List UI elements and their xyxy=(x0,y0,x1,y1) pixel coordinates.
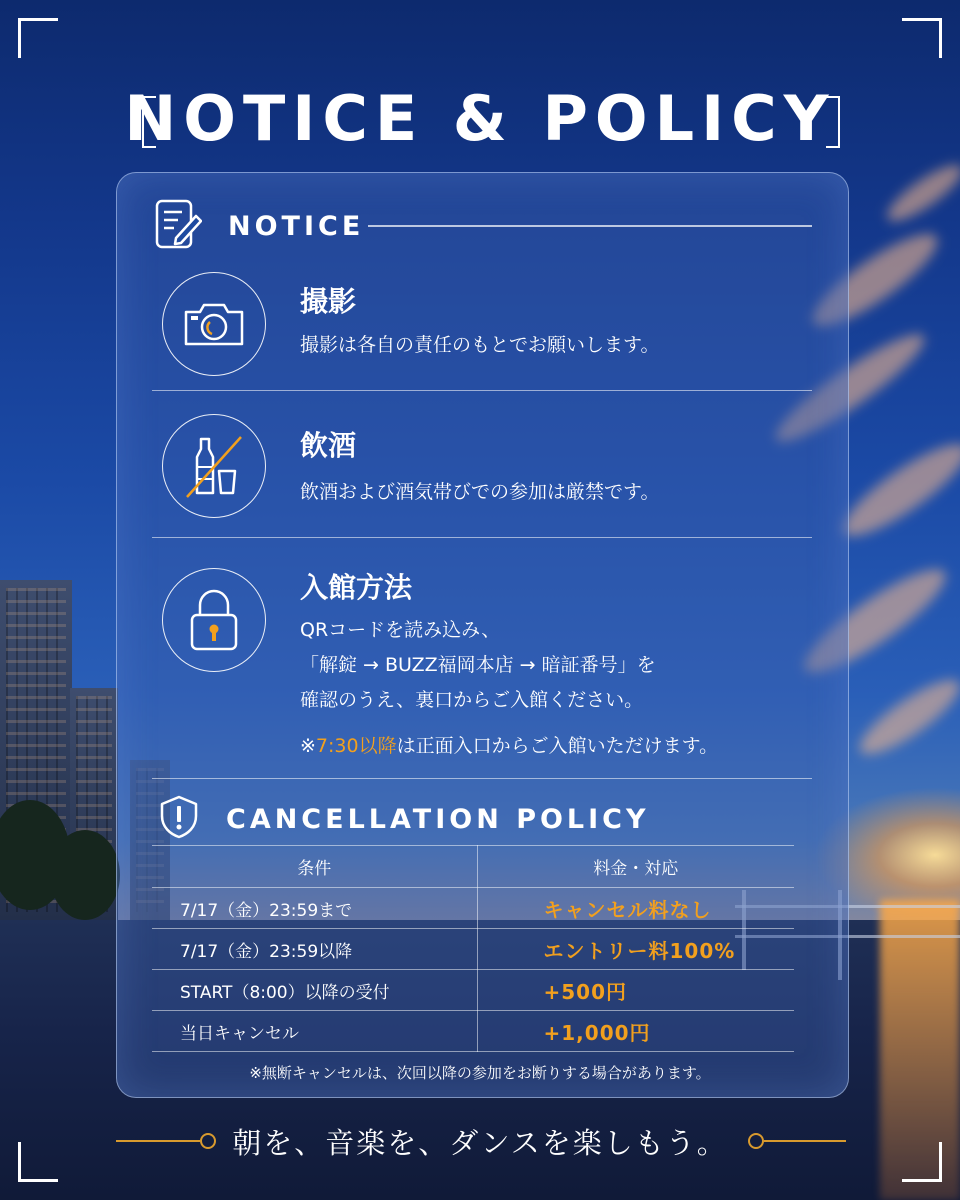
entry-method-line: 確認のうえ、裏口からご入館ください。 xyxy=(300,689,644,711)
camera-icon xyxy=(162,272,266,376)
entry-time-note xyxy=(300,729,718,764)
column-header-condition: 条件 xyxy=(152,846,477,888)
condition-cell: 7/17（金）23:59以降 xyxy=(152,929,477,970)
entry-method-line: 「解錠 → BUZZ福岡本店 → 暗証番号」を xyxy=(300,654,656,676)
fee-cell: キャンセル料なし xyxy=(477,888,794,929)
notice-heading-rule xyxy=(368,225,812,227)
cancellation-note: ※無断キャンセルは、次回以降の参加をお断りする場合があります。 xyxy=(249,1064,711,1082)
table-row xyxy=(152,970,794,1011)
condition-cell: 当日キャンセル xyxy=(152,1011,477,1052)
cancellation-heading xyxy=(158,794,650,844)
cancellation-title: CANCELLATION POLICY xyxy=(226,803,650,835)
table-row xyxy=(152,888,794,929)
page-title: NOTICE & POLICY xyxy=(124,82,836,155)
warning-shield-icon xyxy=(158,794,200,844)
table-row xyxy=(152,1011,794,1052)
entry-method-desc xyxy=(300,613,656,718)
no-alcohol-icon xyxy=(162,414,266,518)
fee-cell: +1,000円 xyxy=(477,1011,794,1052)
table-header-row xyxy=(152,846,794,888)
photography-desc: 撮影は各自の責任のもとでお願いします。 xyxy=(300,334,660,356)
entry-method-title: 入館方法 xyxy=(300,571,413,604)
photography-title: 撮影 xyxy=(300,285,357,318)
divider xyxy=(152,390,812,391)
entry-method-line: QRコードを読み込み、 xyxy=(300,619,501,641)
column-header-fee: 料金・対応 xyxy=(477,846,794,888)
corner-bracket-top-left xyxy=(18,18,58,58)
entry-time-note-suffix: は正面入口からご入館いただけます。 xyxy=(396,735,719,757)
drinking-title: 飲酒 xyxy=(300,429,357,462)
divider xyxy=(152,537,812,538)
condition-cell: 7/17（金）23:59まで xyxy=(152,888,477,929)
table-row xyxy=(152,929,794,970)
condition-cell: START（8:00）以降の受付 xyxy=(152,970,477,1011)
drinking-desc: 飲酒および酒気帯びでの参加は厳禁です。 xyxy=(300,481,660,503)
fee-cell: +500円 xyxy=(477,970,794,1011)
entry-time-highlight: 7:30以降 xyxy=(315,735,397,757)
memo-pen-icon xyxy=(154,198,202,254)
entry-time-note-prefix: ※ xyxy=(300,735,316,757)
footer-slogan: 朝を、音楽を、ダンスを楽しもう。 xyxy=(232,1126,728,1160)
divider xyxy=(152,778,812,779)
notice-title: NOTICE xyxy=(228,210,365,242)
fee-cell: エントリー料100% xyxy=(477,929,794,970)
notice-heading xyxy=(154,198,364,254)
corner-bracket-top-right xyxy=(902,18,942,58)
cancellation-table xyxy=(152,845,794,1052)
padlock-icon xyxy=(162,568,266,672)
